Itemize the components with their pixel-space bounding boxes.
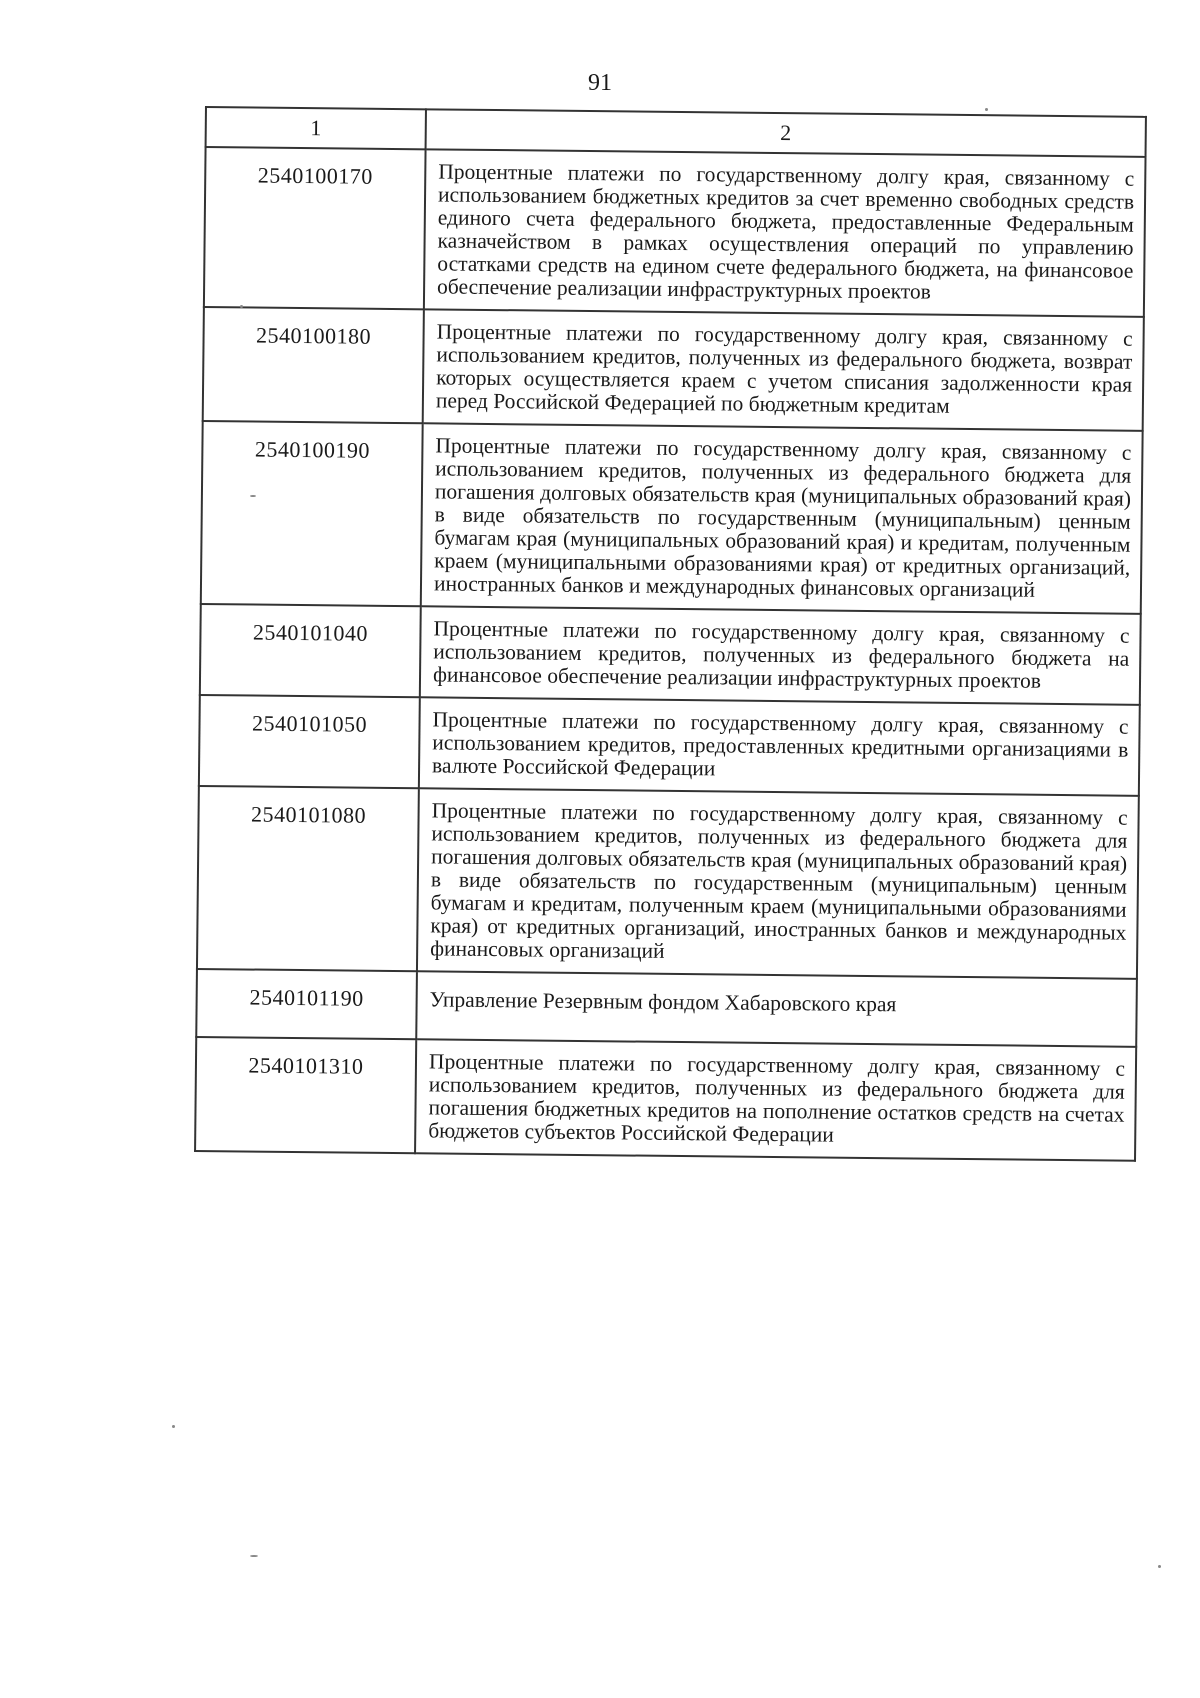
row-description: Процентные платежи по государственному долгу края, связанному с использованием кредитов, полученных из федерального бюджета, возврат которых осуществляется краем с учетом списания задолженности края перед Российской Федерацией по бюджетным кредитам bbox=[423, 309, 1144, 431]
table-row bbox=[201, 421, 1143, 614]
row-description: Процентные платежи по государственному долгу края, связанному с использованием бюджетных кредитов за счет временно свободных средств единого счета федерального бюджета, предоставленные Федеральным казначейством в рамках осуществления операций по управлению остатками средств на едином счете федерального бюджета, на финансовое обеспечение реализации инфраструктурных проектов bbox=[424, 149, 1146, 317]
scan-speck bbox=[250, 1555, 258, 1557]
table-row bbox=[197, 786, 1139, 979]
table-row bbox=[203, 307, 1144, 431]
table-row bbox=[199, 695, 1140, 796]
row-description: Процентные платежи по государственному долгу края, связанному с использованием кредитов, полученных из федерального бюджета для погашения долговых обязательств края (муниципальных образований края) в виде обязательств по государственным (муниципальным) ценным бумагам и кредитам, полученным краем (муниципальными образованиями края) от кредитных организаций, иностранных банков и международных финансовых организаций bbox=[417, 788, 1139, 979]
row-description: Процентные платежи по государственному долгу края, связанному с использованием кредитов, предоставленных кредитными организациями в валюте Российской Федерации bbox=[419, 697, 1140, 796]
scan-speck bbox=[1158, 1565, 1161, 1568]
row-code: 2540101050 bbox=[199, 695, 420, 788]
scan-speck bbox=[250, 495, 256, 497]
row-code: 2540100180 bbox=[203, 307, 424, 423]
row-code: 2540101310 bbox=[195, 1037, 416, 1153]
scan-speck bbox=[985, 108, 988, 111]
row-description: Управление Резервным фондом Хабаровского края bbox=[416, 971, 1137, 1047]
row-description: Процентные платежи по государственному долгу края, связанному с использованием кредитов, полученных из федерального бюджета для погашения долговых обязательств края (муниципальных образований края) в виде обязательств по государственным (муниципальным) ценным бумагам края (муниципальных образований края) и кредитам, полученным краем (муниципальными образованиями края) от кредитных организаций, иностранных банков и международных финансовых организаций bbox=[421, 423, 1143, 614]
row-code: 2540101080 bbox=[197, 786, 419, 971]
scan-speck bbox=[172, 1425, 175, 1428]
row-code: 2540101040 bbox=[200, 604, 421, 697]
page-number: 91 bbox=[588, 70, 612, 96]
row-code: 2540100190 bbox=[201, 421, 423, 606]
row-description: Процентные платежи по государственному долгу края, связанному с использованием кредитов, полученных из федерального бюджета на финансовое обеспечение реализации инфраструктурных проектов bbox=[420, 606, 1141, 705]
row-code: 2540101190 bbox=[196, 969, 417, 1039]
table-row bbox=[196, 969, 1137, 1047]
scan-speck bbox=[240, 305, 243, 308]
row-code: 2540100170 bbox=[204, 147, 426, 309]
row-description: Процентные платежи по государственному долгу края, связанному с использованием кредитов, полученных из федерального бюджета для погашения бюджетных кредитов на пополнение остатков средств на счетах бюджетов субъектов Российской Федерации bbox=[415, 1039, 1136, 1161]
column-header-1: 1 bbox=[206, 107, 426, 149]
table-row bbox=[195, 1037, 1136, 1161]
column-header-2: 2 bbox=[426, 109, 1146, 157]
table-row bbox=[200, 604, 1141, 705]
budget-codes-table bbox=[194, 106, 1147, 1162]
table-row bbox=[204, 147, 1146, 317]
